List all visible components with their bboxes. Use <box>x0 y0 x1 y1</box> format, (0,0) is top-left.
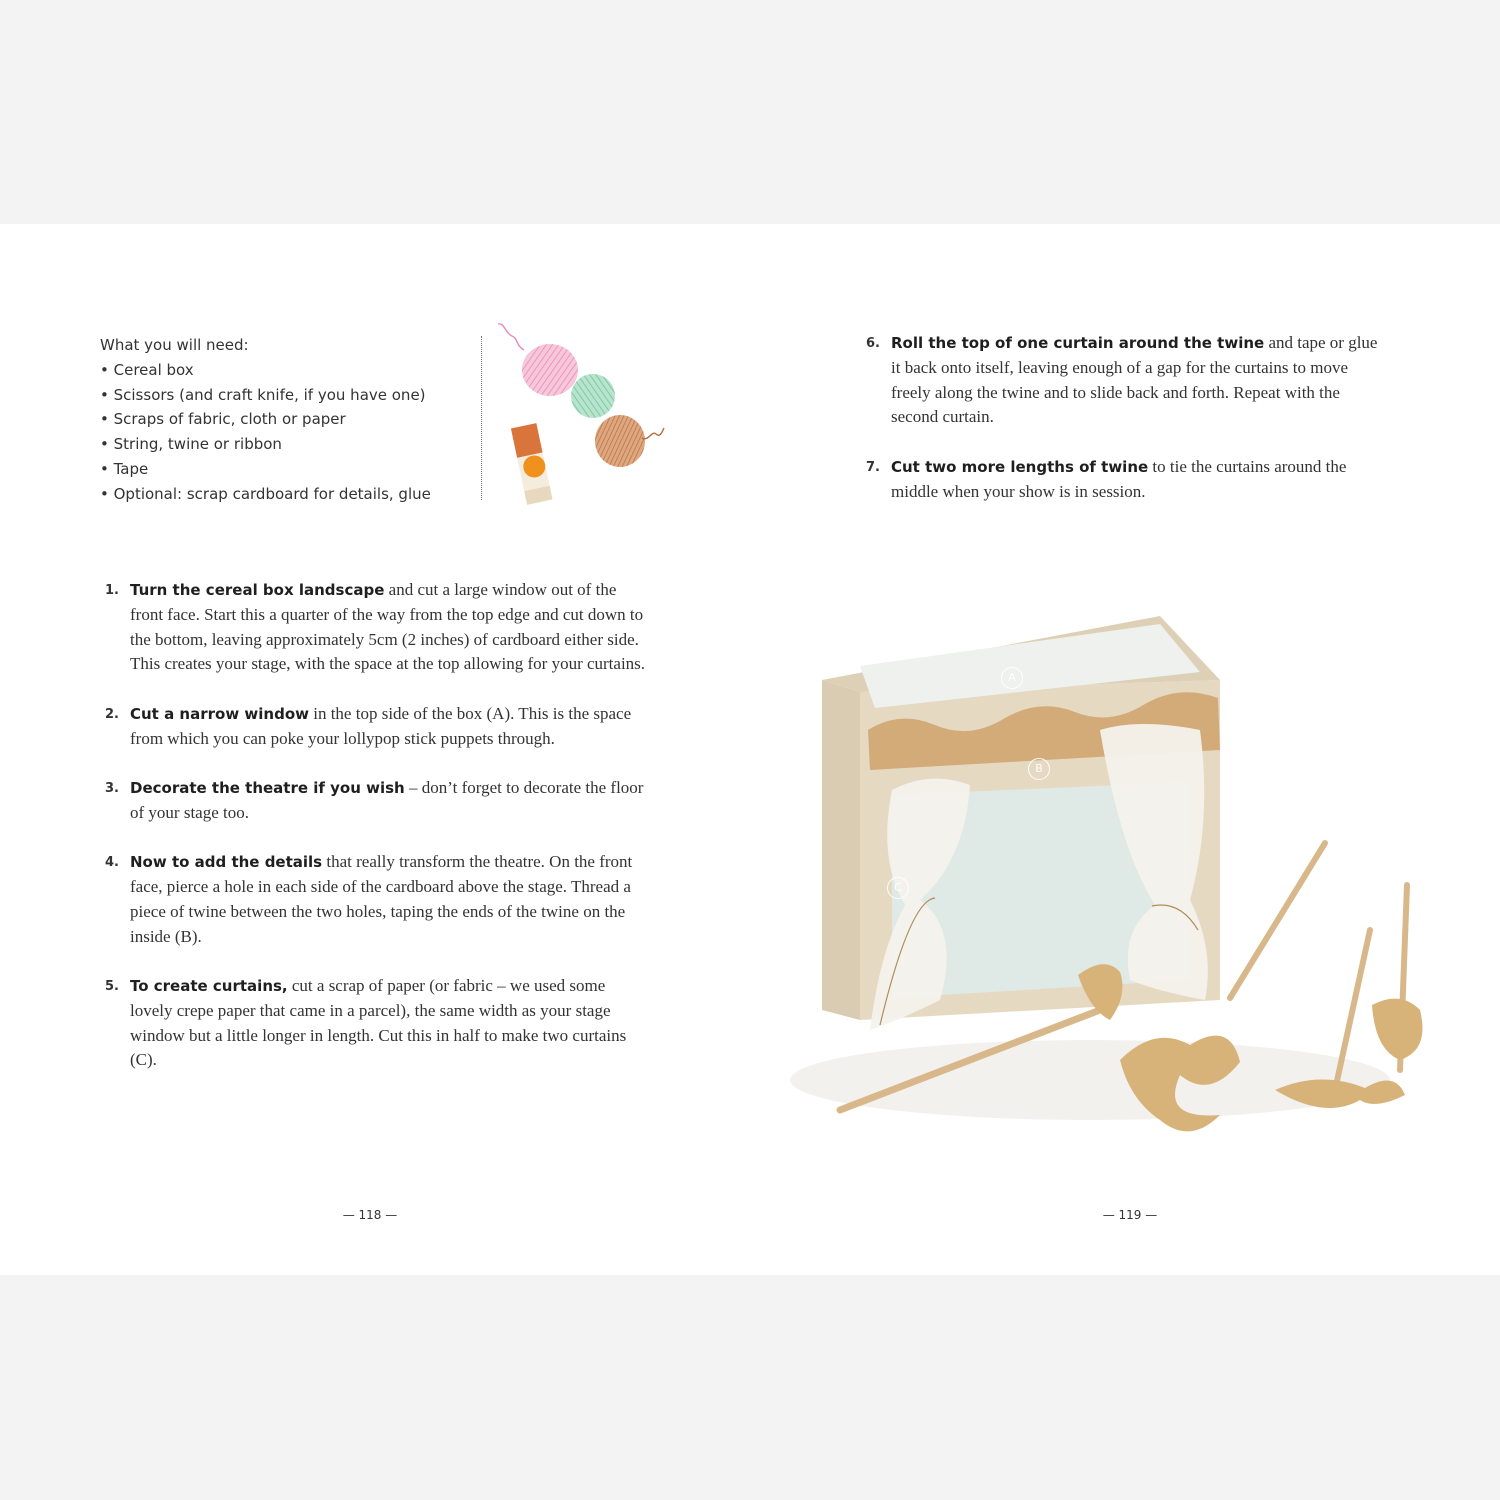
step-text: and cut a large window out of the front face. Start this a quarter of the way from the top edge and cut down to the bottom, leaving approximately 5cm (2 inches) of cardboard either side. This creates your stage, with the space at the top allowing for your curtains. <box>130 580 646 674</box>
step-7 <box>866 455 1386 505</box>
yarn-pink-icon <box>498 324 578 396</box>
instruction-steps-left <box>105 578 650 1098</box>
step-1 <box>105 578 650 677</box>
material-item: • Tape <box>100 457 470 482</box>
step-number: 3. <box>105 780 119 796</box>
dotted-divider <box>481 336 482 500</box>
step-text: – don’t forget to decorate the floor of your stage too. <box>130 777 644 822</box>
material-item: • Scissors (and craft knife, if you have one) <box>100 383 470 408</box>
step-number: 5. <box>105 978 119 994</box>
step-lead: Roll the top of one curtain around the twine <box>891 334 1265 352</box>
supplies-illustration <box>496 320 668 510</box>
step-4 <box>105 850 650 949</box>
step-lead: Decorate the theatre if you wish <box>130 778 405 797</box>
step-text: and tape or glue it back onto itself, leaving enough of a gap for the curtains to move freely along the twine and to slide back and forth. Repeat with the second curtain. <box>891 333 1378 427</box>
glue-stick-icon <box>511 423 553 505</box>
theatre-photo <box>760 600 1460 1180</box>
step-number: 2. <box>105 706 119 722</box>
step-number: 7. <box>866 459 880 475</box>
step-lead: Cut a narrow window <box>130 704 309 723</box>
step-lead: Turn the cereal box landscape <box>130 581 385 599</box>
page-number-left: — 118 — <box>342 1208 398 1222</box>
step-number: 4. <box>105 855 119 871</box>
step-lead: To create curtains, <box>130 976 288 995</box>
step-text: in the top side of the box (A). This is the space from which you can poke your lollypop stick puppets through. <box>130 703 632 748</box>
theatre-photo-illustration <box>760 600 1460 1180</box>
yarn-brown-icon <box>595 415 664 467</box>
step-3 <box>105 776 650 826</box>
label-marker-a: A <box>1001 667 1023 689</box>
material-item: • Scraps of fabric, cloth or paper <box>100 407 470 432</box>
step-number: 6. <box>866 336 880 351</box>
step-6 <box>866 331 1386 430</box>
step-2 <box>105 702 650 752</box>
label-marker-b: B <box>1028 758 1050 780</box>
material-item: • String, twine or ribbon <box>100 432 470 457</box>
step-lead: Cut two more lengths of twine <box>891 457 1149 476</box>
step-text: to tie the curtains around the middle when your show is in session. <box>891 456 1347 501</box>
materials-title: What you will need: <box>100 336 249 354</box>
yarn-green-icon <box>571 374 615 418</box>
step-text: cut a scrap of paper (or fabric – we used some lovely crepe paper that came in a parcel), the same width as your stage window but a little longer in length. Cut this in half to make two curtains (C). <box>130 975 627 1070</box>
step-number: 1. <box>105 583 119 598</box>
label-marker-c: C <box>887 877 909 899</box>
step-text: that really transform the theatre. On the front face, pierce a hole in each side of the cardboard above the stage. Thread a piece of twine between the two holes, taping the ends of the twine on the inside (B). <box>130 852 633 946</box>
material-item: • Cereal box <box>100 358 470 383</box>
instruction-steps-right <box>866 331 1386 529</box>
materials-list <box>100 333 470 507</box>
step-lead: Now to add the details <box>130 853 323 872</box>
material-item: • Optional: scrap cardboard for details, glue <box>100 482 470 507</box>
step-5 <box>105 974 650 1073</box>
page-number-right: — 119 — <box>1102 1208 1158 1222</box>
